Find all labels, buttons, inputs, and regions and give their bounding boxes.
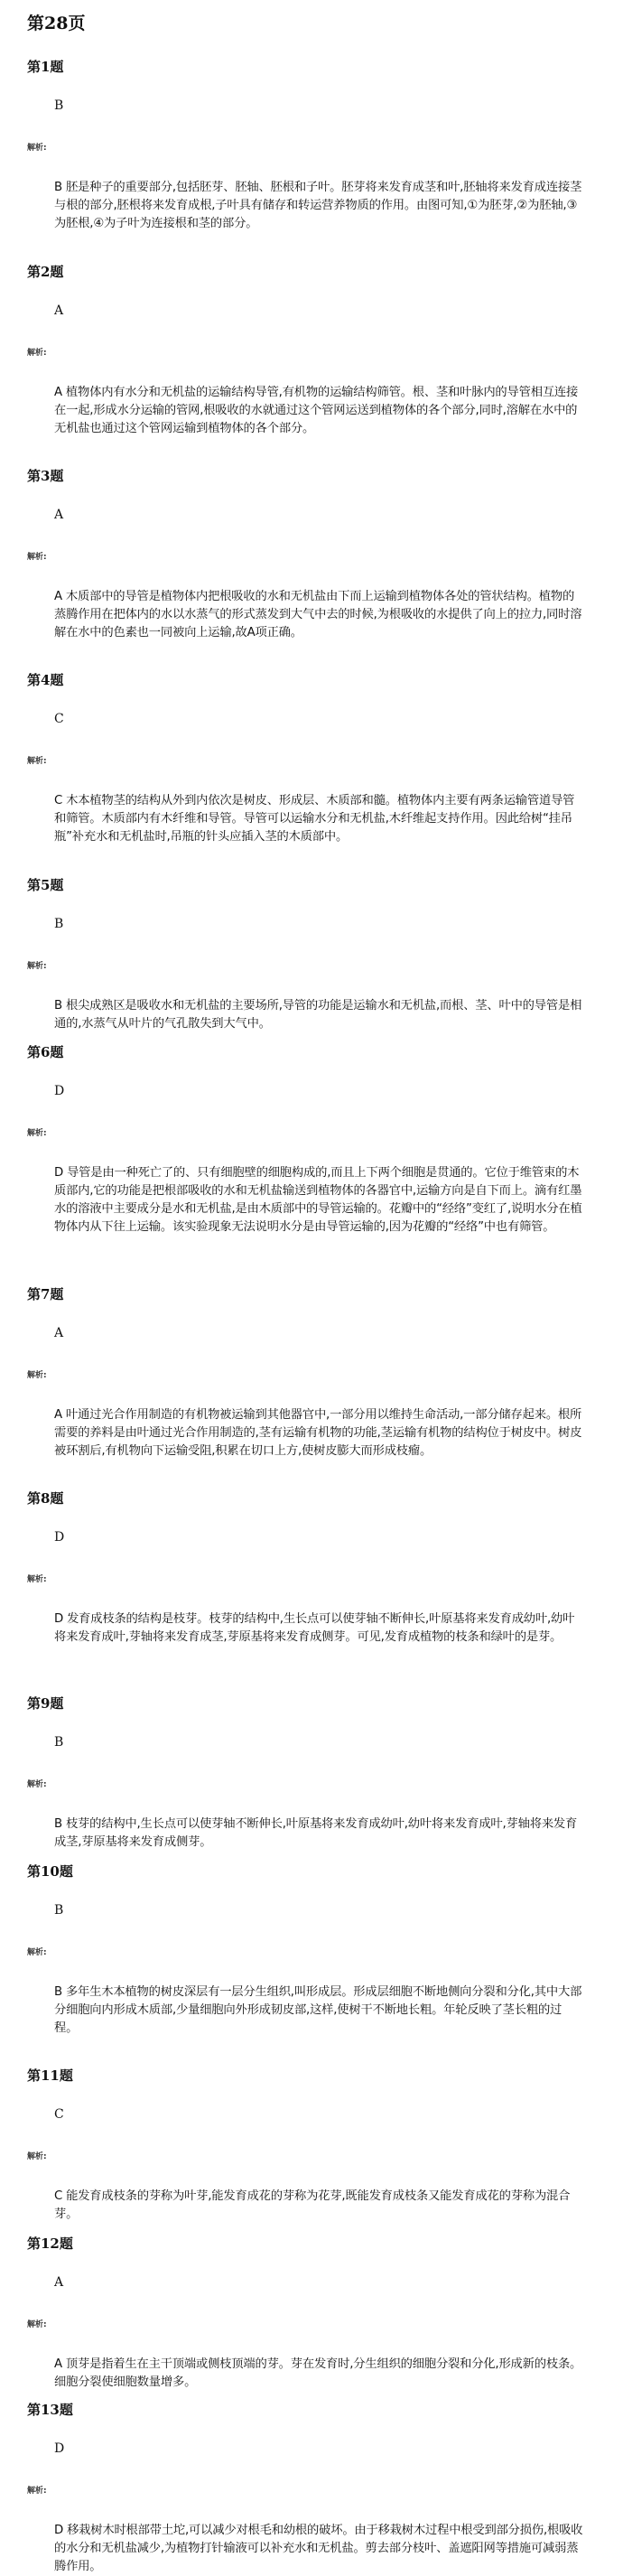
question-explanation: A 木质部中的导管是植物体内把根吸收的水和无机盐由下而上运输到植物体各处的管状结构。植物的蒸腾作用在把体内的水以水蒸气的形式蒸发到大气中去的时候,为根吸收的水提供了向上的拉力,同时溶解在水中的色素也一同被向上运输,故A项正确。 — [54, 590, 582, 639]
question-explanation: B 多年生木本植物的树皮深层有一层分生组织,叫形成层。形成层细胞不断地侧向分裂和分化,其中大部分细胞向内形成木质部,少量细胞向外形成韧皮部,这样,使树干不断地长粗。年轮反映了茎长粗的过程。 — [54, 1985, 582, 2035]
question-answer: B — [54, 98, 64, 113]
question-answer: A — [54, 508, 64, 522]
question-answer: B — [54, 1903, 64, 1918]
explanation-label: 解析: — [27, 144, 47, 153]
question-title: 第9题 — [27, 1695, 64, 1712]
question-explanation: C 能发育成枝条的芽称为叶芽,能发育成花的芽称为花芽,既能发育成枝条又能发育成花的芽称为混合芽。 — [54, 2189, 571, 2221]
question-title: 第8题 — [27, 1490, 64, 1507]
explanation-label: 解析: — [27, 553, 47, 562]
explanation-label: 解析: — [27, 2320, 47, 2329]
question-answer: D — [54, 2441, 65, 2456]
question-answer: A — [54, 1326, 64, 1340]
explanation-label: 解析: — [27, 962, 47, 971]
explanation-label: 解析: — [27, 757, 47, 766]
question-answer: C — [54, 712, 64, 726]
question-explanation: A 植物体内有水分和无机盐的运输结构导管,有机物的运输结构筛管。根、茎和叶脉内的导管相互连接在一起,形成水分运输的管网,根吸收的水就通过这个管网运送到植物体的各个部分,同时,溶解在水中的无机盐也通过这个管网运输到植物体的各个部分。 — [54, 386, 579, 435]
explanation-label: 解析: — [27, 349, 47, 358]
explanation-label: 解析: — [27, 1129, 47, 1138]
question-explanation: A 顶芽是指着生在主干顶端或侧枝顶端的芽。芽在发育时,分生组织的细胞分裂和分化,形成新的枝条。细胞分裂使细胞数量增多。 — [54, 2357, 582, 2389]
question-explanation: D 移栽树木时根部带土坨,可以减少对根毛和幼根的破坏。由于移栽树木过程中根受到部分损伤,根吸收的水分和无机盐减少,为植物打针输液可以补充水和无机盐。剪去部分枝叶、盖遮阳网等措施可减弱蒸腾作用。 — [54, 2524, 583, 2573]
question-explanation: B 根尖成熟区是吸收水和无机盐的主要场所,导管的功能是运输水和无机盐,而根、茎、叶中的导管是相通的,水蒸气从叶片的气孔散失到大气中。 — [54, 999, 582, 1031]
question-answer: A — [54, 303, 64, 318]
question-title: 第3题 — [27, 468, 64, 484]
question-answer: A — [54, 2275, 64, 2290]
explanation-label: 解析: — [27, 2152, 47, 2161]
question-answer: D — [54, 1084, 65, 1098]
question-explanation: D 发育成枝条的结构是枝芽。枝芽的结构中,生长点可以使芽轴不断伸长,叶原基将来发育成幼叶,幼叶将来发育成叶,芽轴将来发育成茎,芽原基将来发育成侧芽。可见,发育成植物的枝条和绿叶的是芽。 — [54, 1612, 575, 1644]
page-title: 第28页 — [27, 14, 86, 33]
question-title: 第2题 — [27, 264, 64, 280]
question-title: 第10题 — [27, 1863, 73, 1880]
question-explanation: A 叶通过光合作用制造的有机物被运输到其他器官中,一部分用以维持生命活动,一部分储存起来。根所需要的养料是由叶通过光合作用制造的,茎有运输有机物的功能,茎运输有机物的结构位于树皮中。树皮被环割后,有机物向下运输受阻,积累在切口上方,使树皮膨大而形成枝瘤。 — [54, 1408, 582, 1458]
question-answer: B — [54, 917, 64, 931]
explanation-label: 解析: — [27, 2487, 47, 2496]
question-explanation: B 枝芽的结构中,生长点可以使芽轴不断伸长,叶原基将来发育成幼叶,幼叶将来发育成叶,芽轴将来发育成茎,芽原基将来发育成侧芽。 — [54, 1817, 578, 1849]
question-title: 第5题 — [27, 877, 64, 893]
explanation-label: 解析: — [27, 1371, 47, 1380]
question-explanation: C 木本植物茎的结构从外到内依次是树皮、形成层、木质部和髓。植物体内主要有两条运输管道导管和筛管。木质部内有木纤维和导管。导管可以运输水分和无机盐,木纤维起支持作用。因此给树“挂吊瓶”补充水和无机盐时,吊瓶的针头应插入茎的木质部中。 — [54, 794, 575, 844]
question-title: 第13题 — [27, 2402, 73, 2418]
question-title: 第7题 — [27, 1286, 64, 1302]
question-answer: D — [54, 1530, 65, 1545]
explanation-label: 解析: — [27, 1780, 47, 1789]
question-title: 第11题 — [27, 2067, 73, 2084]
question-title: 第12题 — [27, 2235, 73, 2252]
question-answer: B — [54, 1735, 64, 1750]
question-explanation: B 胚是种子的重要部分,包括胚芽、胚轴、胚根和子叶。胚芽将来发育成茎和叶,胚轴将来发育成连接茎与根的部分,胚根将来发育成根,子叶具有储存和转运营养物质的作用。由图可知,①为胚芽,②为胚轴,③为胚根,④为子叶为连接根和茎的部分。 — [54, 181, 582, 230]
question-answer: C — [54, 2107, 64, 2122]
explanation-label: 解析: — [27, 1948, 47, 1957]
question-explanation: D 导管是由一种死亡了的、只有细胞壁的细胞构成的,而且上下两个细胞是贯通的。它位于维管束的木质部内,它的功能是把根部吸收的水和无机盐输送到植物体的各器官中,运输方向是自下而上。滴有红墨水的溶液中主要成分是水和无机盐,是由木质部中的导管运输的。花瓣中的“经络”变红了,说明水分在植物体内从下往上运输。该实验现象无法说明水分是由导管运输的,因为花瓣的“经络”中也有筛管。 — [54, 1166, 582, 1234]
question-title: 第6题 — [27, 1044, 64, 1060]
explanation-label: 解析: — [27, 1575, 47, 1584]
question-title: 第4题 — [27, 672, 64, 688]
question-title: 第1题 — [27, 59, 64, 75]
